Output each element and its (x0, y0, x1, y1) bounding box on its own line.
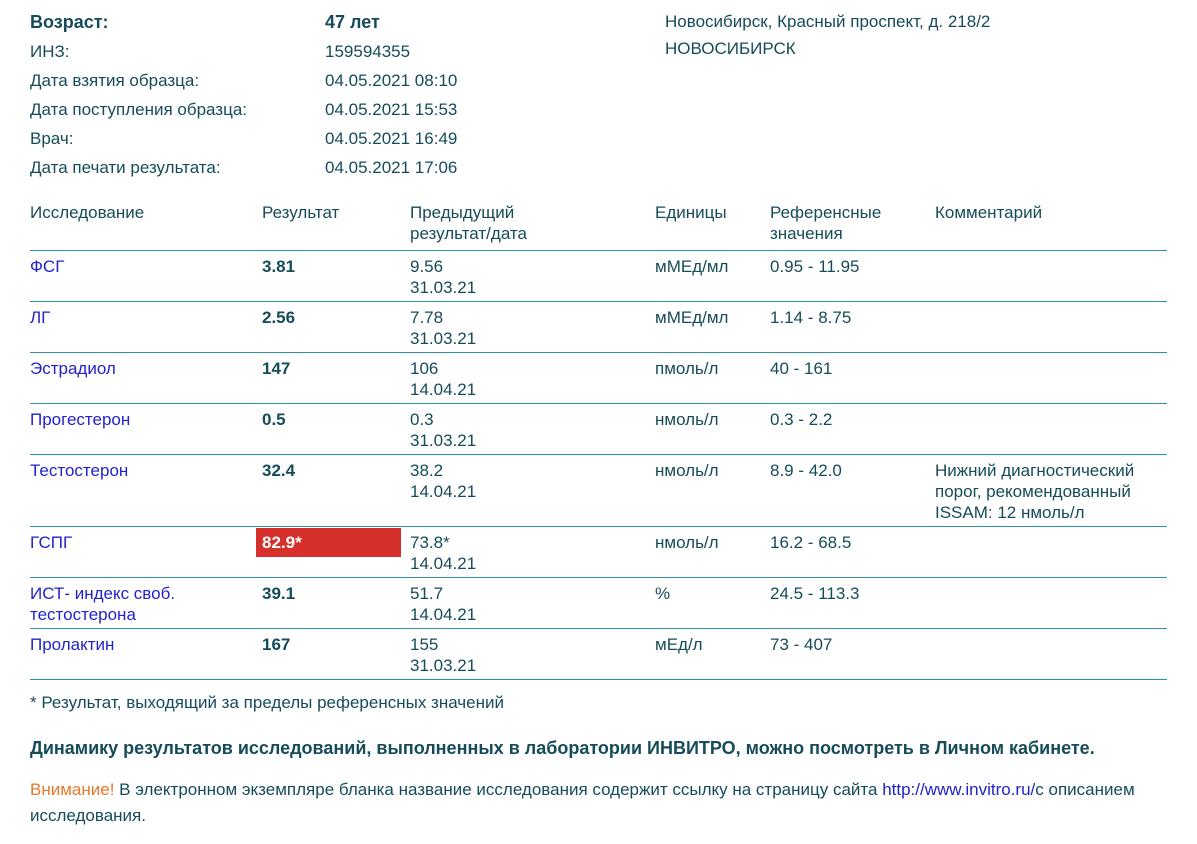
previous-date: 14.04.21 (410, 380, 477, 399)
results-table (30, 197, 1167, 680)
reference-cell: 1.14 - 8.75 (770, 308, 852, 327)
result-cell (262, 629, 410, 680)
table-row (30, 353, 1167, 404)
result-cell (262, 404, 410, 455)
column-header-reference (770, 197, 935, 251)
test-name-link[interactable]: Тестостерон (30, 461, 129, 480)
table-row (30, 302, 1167, 353)
units-cell: мМЕд/мл (655, 257, 729, 276)
table-row (30, 578, 1167, 629)
previous-value: 9.56 (410, 257, 444, 276)
units-cell: % (655, 584, 671, 603)
comment-cell (935, 629, 1167, 680)
patient-info-block (30, 8, 630, 182)
result-value: 82.9* (256, 528, 401, 557)
reference-cell: 73 - 407 (770, 635, 833, 654)
patient-info-value: 159594355 (325, 42, 411, 61)
comment-cell (935, 353, 1167, 404)
patient-info-row (30, 153, 630, 182)
previous-value: 38.2 (410, 461, 444, 480)
dynamics-note: Динамику результатов исследований, выполненных в лаборатории ИНВИТРО, можно посмотреть в Личном кабинете. (30, 738, 1095, 758)
patient-info-label: Врач: (30, 129, 74, 148)
previous-result-cell (410, 302, 655, 353)
patient-info-row (30, 8, 630, 37)
previous-date: 31.03.21 (410, 278, 477, 297)
units-cell: нмоль/л (655, 461, 719, 480)
previous-value: 51.7 (410, 584, 444, 603)
test-name-link[interactable]: ЛГ (30, 308, 51, 327)
column-header-previous-line1: Предыдущий (410, 203, 515, 222)
previous-value: 73.8* (410, 533, 450, 552)
previous-date: 31.03.21 (410, 329, 477, 348)
test-name-link[interactable]: Пролактин (30, 635, 115, 654)
column-header-previous (410, 197, 655, 251)
units-cell: нмоль/л (655, 410, 719, 429)
patient-info-row (30, 66, 630, 95)
units-cell: мМЕд/мл (655, 308, 729, 327)
result-cell (262, 527, 410, 578)
patient-info-label: Дата поступления образца: (30, 100, 248, 119)
previous-value: 0.3 (410, 410, 434, 429)
comment-cell (935, 578, 1167, 629)
result-value: 32.4 (262, 461, 296, 480)
result-cell (262, 455, 410, 527)
table-header-row (30, 197, 1167, 251)
result-value: 167 (262, 635, 291, 654)
patient-info-label: Дата взятия образца: (30, 71, 200, 90)
column-header-test: Исследование (30, 197, 262, 251)
out-of-range-footnote: * Результат, выходящий за пределы референсных значений (30, 693, 504, 712)
previous-result-cell (410, 404, 655, 455)
reference-cell: 0.3 - 2.2 (770, 410, 833, 429)
result-cell (262, 353, 410, 404)
units-cell: нмоль/л (655, 533, 719, 552)
clinic-address-block (665, 8, 990, 62)
comment-cell (935, 302, 1167, 353)
previous-value: 155 (410, 635, 439, 654)
column-header-comment: Комментарий (935, 197, 1167, 251)
test-name-link[interactable]: ФСГ (30, 257, 65, 276)
result-cell (262, 578, 410, 629)
clinic-city: НОВОСИБИРСК (665, 39, 796, 58)
previous-date: 31.03.21 (410, 656, 477, 675)
previous-value: 106 (410, 359, 439, 378)
result-cell (262, 302, 410, 353)
result-value: 3.81 (262, 257, 296, 276)
patient-info-value: 47 лет (325, 12, 380, 32)
result-value: 147 (262, 359, 291, 378)
units-cell: мЕд/л (655, 635, 703, 654)
previous-date: 31.03.21 (410, 431, 477, 450)
result-cell (262, 251, 410, 302)
comment-cell: Нижний диагностический порог, рекомендованный ISSAM: 12 нмоль/л (935, 461, 1135, 522)
previous-result-cell (410, 578, 655, 629)
previous-result-cell (410, 629, 655, 680)
comment-cell (935, 251, 1167, 302)
attention-label: Внимание! (30, 780, 115, 799)
test-name-link[interactable]: Прогестерон (30, 410, 131, 429)
reference-cell: 0.95 - 11.95 (770, 257, 860, 276)
patient-info-label: Возраст: (30, 12, 109, 32)
attention-suffix: с описанием исследования. (30, 780, 1135, 825)
test-name-link[interactable]: Эстрадиол (30, 359, 116, 378)
previous-date: 14.04.21 (410, 605, 477, 624)
comment-cell (935, 527, 1167, 578)
clinic-address-line: Новосибирск, Красный проспект, д. 218/2 (665, 12, 991, 31)
patient-info-row (30, 124, 630, 153)
reference-cell: 16.2 - 68.5 (770, 533, 852, 552)
previous-date: 14.04.21 (410, 482, 477, 501)
result-value: 39.1 (262, 584, 296, 603)
previous-value: 7.78 (410, 308, 444, 327)
result-value: 2.56 (262, 308, 296, 327)
result-value: 0.5 (262, 410, 286, 429)
patient-info-value: 04.05.2021 17:06 (325, 158, 458, 177)
previous-result-cell (410, 251, 655, 302)
reference-cell: 24.5 - 113.3 (770, 584, 860, 603)
test-name-link[interactable]: ГСПГ (30, 533, 73, 552)
previous-date: 14.04.21 (410, 554, 477, 573)
patient-info-row (30, 37, 630, 66)
attention-note (30, 777, 1167, 829)
previous-result-cell (410, 527, 655, 578)
invitro-link[interactable]: http://www.invitro.ru/ (882, 780, 1036, 799)
column-header-previous-line2: результат/дата (410, 224, 527, 243)
column-header-result: Результат (262, 197, 410, 251)
patient-info-value: 04.05.2021 15:53 (325, 100, 458, 119)
patient-info-value: 04.05.2021 08:10 (325, 71, 458, 90)
column-header-reference-line2: значения (770, 224, 843, 243)
patient-info-label: Дата печати результата: (30, 158, 221, 177)
column-header-units: Единицы (655, 197, 770, 251)
previous-result-cell (410, 455, 655, 527)
table-row (30, 455, 1167, 527)
reference-cell: 8.9 - 42.0 (770, 461, 842, 480)
previous-result-cell (410, 353, 655, 404)
patient-info-label: ИНЗ: (30, 42, 70, 61)
comment-cell (935, 404, 1167, 455)
table-row (30, 629, 1167, 680)
attention-text: В электронном экземпляре бланка название исследования содержит ссылку на страницу сайта (119, 780, 878, 799)
table-row (30, 527, 1167, 578)
reference-cell: 40 - 161 (770, 359, 833, 378)
column-header-reference-line1: Референсные (770, 203, 882, 222)
patient-info-row (30, 95, 630, 124)
table-row (30, 251, 1167, 302)
units-cell: пмоль/л (655, 359, 719, 378)
test-name-link[interactable]: ИСТ- индекс своб. тестостерона (30, 584, 176, 624)
table-row (30, 404, 1167, 455)
patient-info-value: 04.05.2021 16:49 (325, 129, 458, 148)
